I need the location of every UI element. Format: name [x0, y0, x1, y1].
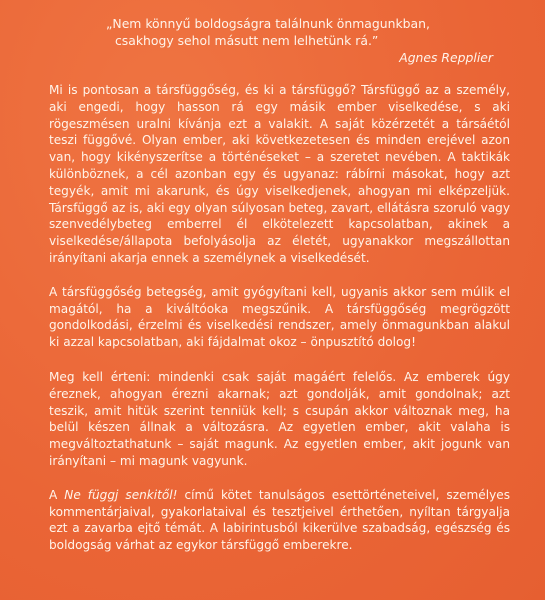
epigraph-quote — [106, 16, 506, 67]
epigraph-line-2: csakhogy sehol másutt nem lelhetünk rá.” — [115, 32, 379, 48]
book-title: Ne függj senkitől! — [64, 487, 178, 502]
epigraph-author: Agnes Repplier — [399, 50, 493, 65]
paragraph-illness: A társfüggőség betegség, amit gyógyítani kell, ugyanis akkor sem múlik el magától, ha a kiváltóoka megszűnik. A társfüggőség megrögzött gondolkodási, érzelmi és viselkedési rendszer, amely önmagunkban alakul ki azzal kapcsolatban, aki fájdalmat okoz – önpusztító dolog! — [49, 284, 510, 350]
epigraph-line-1: „Nem könnyű boldogságra találnunk önmagunkban, — [106, 16, 430, 31]
blurb-text — [49, 82, 510, 571]
paragraph-responsibility: Meg kell érteni: mindenki csak saját magáért felelős. Az emberek úgy éreznek, ahogyan érezni akarnak; azt gondolják, amit gondolnak; azt teszik, amit hitük szerint tenniük kell; s csupán akkor változnak meg, ha belül készen állnak a változásra. Az egyetlen ember, akit valaha is megváltoztathatunk – saját magunk. Az egyetlen ember, akit jogunk van irányítani – mi magunk vagyunk. — [49, 369, 510, 468]
book-summary-prefix: A — [49, 487, 65, 502]
book-summary-rest: című kötet tanulságos esettörténeteivel, személyes kommentárjaival, gyakorlataival és tesztjeivel érthetően, nyíltan tárgyalja ezt a zavarba ejtő témát. A labirintusból kikerülve szabadság, egészség és boldogság várhat az egykor társfüggő emberekre. — [49, 487, 510, 553]
paragraph-definition: Mi is pontosan a társfüggőség, és ki a társfüggő? Társfüggő az a személy, aki engedi, hogy hasson rá egy másik ember viselkedése, s aki rögeszmésen uralni kívánja ezt a valakit. A saját közérzetét a társáétól teszi függővé. Olyan ember, aki következetesen és minden erejével azon van, hogy kikényszerítse a történéseket – a szeretet nevében. A taktikák különböznek, a cél azonban egy és ugyanaz: rábírni másokat, hogy azt tegyék, amit mi akarunk, és úgy viselkedjenek, ahogyan mi elképzeljük. Társfüggő az is, aki egy olyan súlyosan beteg, zavart, ellátásra szoruló vagy szenvedélybeteg emberrel él elkötelezett kapcsolatban, akinek a viselkedése/állapota befolyásolja az életét, ugyanakkor megszállottan irányítani akarja ennek a személynek a viselkedését. — [49, 83, 510, 265]
paragraph-book-summary — [49, 487, 510, 554]
